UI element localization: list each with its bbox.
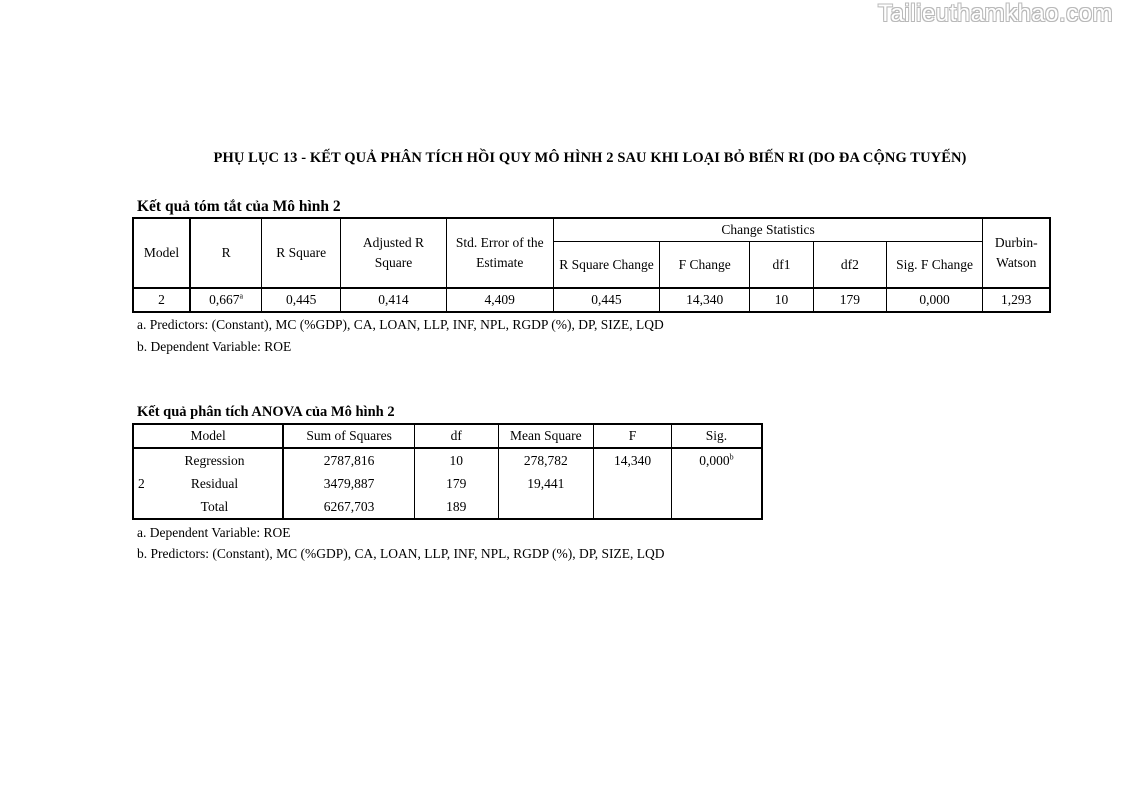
header-f-change: F Change xyxy=(660,242,750,289)
table-row xyxy=(133,448,762,472)
page-title: PHỤ LỤC 13 - KẾT QUẢ PHÂN TÍCH HỒI QUY MÔ HÌNH 2 SAU KHI LOẠI BỎ BIẾN RI (DO ĐA CỘNG TUYẾN) xyxy=(213,150,967,166)
header-sum-of-squares: Sum of Squares xyxy=(283,424,414,448)
cell-mean-square xyxy=(498,495,594,519)
cell-label: Regression xyxy=(147,448,283,472)
header-f: F xyxy=(594,424,672,448)
cell-sum-of-squares: 2787,816 xyxy=(283,448,414,472)
cell-std-error: 4,409 xyxy=(446,288,553,312)
cell-f: 14,340 xyxy=(594,448,672,472)
header-model: Model xyxy=(133,424,283,448)
cell-r xyxy=(190,288,262,312)
cell-df1: 10 xyxy=(750,288,814,312)
anova-section-title: Kết quả phân tích ANOVA của Mô hình 2 xyxy=(137,404,395,420)
cell-model-number: 2 xyxy=(133,448,147,519)
anova-table xyxy=(132,423,763,520)
header-std-error: Std. Error of the Estimate xyxy=(446,218,553,288)
cell-r-square-change: 0,445 xyxy=(553,288,660,312)
cell-sig xyxy=(671,472,762,495)
cell-model: 2 xyxy=(133,288,190,312)
watermark: Tailieuthamkhao.com xyxy=(878,0,1113,27)
header-model: Model xyxy=(133,218,190,288)
cell-mean-square: 278,782 xyxy=(498,448,594,472)
header-adjusted-r-square: Adjusted R Square xyxy=(341,218,447,288)
cell-durbin-watson: 1,293 xyxy=(983,288,1050,312)
header-df1: df1 xyxy=(750,242,814,289)
cell-sum-of-squares: 3479,887 xyxy=(283,472,414,495)
table-row xyxy=(133,495,762,519)
header-df: df xyxy=(415,424,499,448)
summary-note-a: a. Predictors: (Constant), MC (%GDP), CA, LOAN, LLP, INF, NPL, RGDP (%), DP, SIZE, LQD xyxy=(137,317,664,332)
anova-note-a: a. Dependent Variable: ROE xyxy=(137,525,291,540)
cell-sig xyxy=(671,448,762,472)
header-r: R xyxy=(190,218,262,288)
table-row xyxy=(133,288,1050,312)
cell-df: 179 xyxy=(415,472,499,495)
cell-label: Total xyxy=(147,495,283,519)
header-sig: Sig. xyxy=(671,424,762,448)
header-mean-square: Mean Square xyxy=(498,424,594,448)
table-row xyxy=(133,472,762,495)
cell-sig-value: 0,000 xyxy=(699,452,730,468)
header-r-square-change: R Square Change xyxy=(553,242,660,289)
cell-adjusted-r-square: 0,414 xyxy=(341,288,447,312)
cell-f xyxy=(594,495,672,519)
cell-f-change: 14,340 xyxy=(660,288,750,312)
cell-sig xyxy=(671,495,762,519)
cell-f xyxy=(594,472,672,495)
anova-note-b: b. Predictors: (Constant), MC (%GDP), CA, LOAN, LLP, INF, NPL, RGDP (%), DP, SIZE, LQD xyxy=(137,546,665,561)
summary-section-title: Kết quả tóm tắt của Mô hình 2 xyxy=(137,198,341,215)
summary-note-b: b. Dependent Variable: ROE xyxy=(137,339,292,354)
header-df2: df2 xyxy=(813,242,886,289)
model-summary-table xyxy=(132,217,1051,313)
cell-df2: 179 xyxy=(813,288,886,312)
cell-r-superscript: a xyxy=(239,291,244,301)
cell-df: 189 xyxy=(415,495,499,519)
cell-sig-superscript: b xyxy=(729,452,734,461)
cell-label: Residual xyxy=(147,472,283,495)
header-change-statistics: Change Statistics xyxy=(553,218,983,242)
cell-sum-of-squares: 6267,703 xyxy=(283,495,414,519)
cell-mean-square: 19,441 xyxy=(498,472,594,495)
cell-r-value: 0,667 xyxy=(209,292,240,307)
cell-sig-f-change: 0,000 xyxy=(886,288,983,312)
cell-r-square: 0,445 xyxy=(262,288,341,312)
header-r-square: R Square xyxy=(262,218,341,288)
header-sig-f-change: Sig. F Change xyxy=(886,242,983,289)
header-durbin-watson: Durbin-Watson xyxy=(983,218,1050,288)
cell-df: 10 xyxy=(415,448,499,472)
